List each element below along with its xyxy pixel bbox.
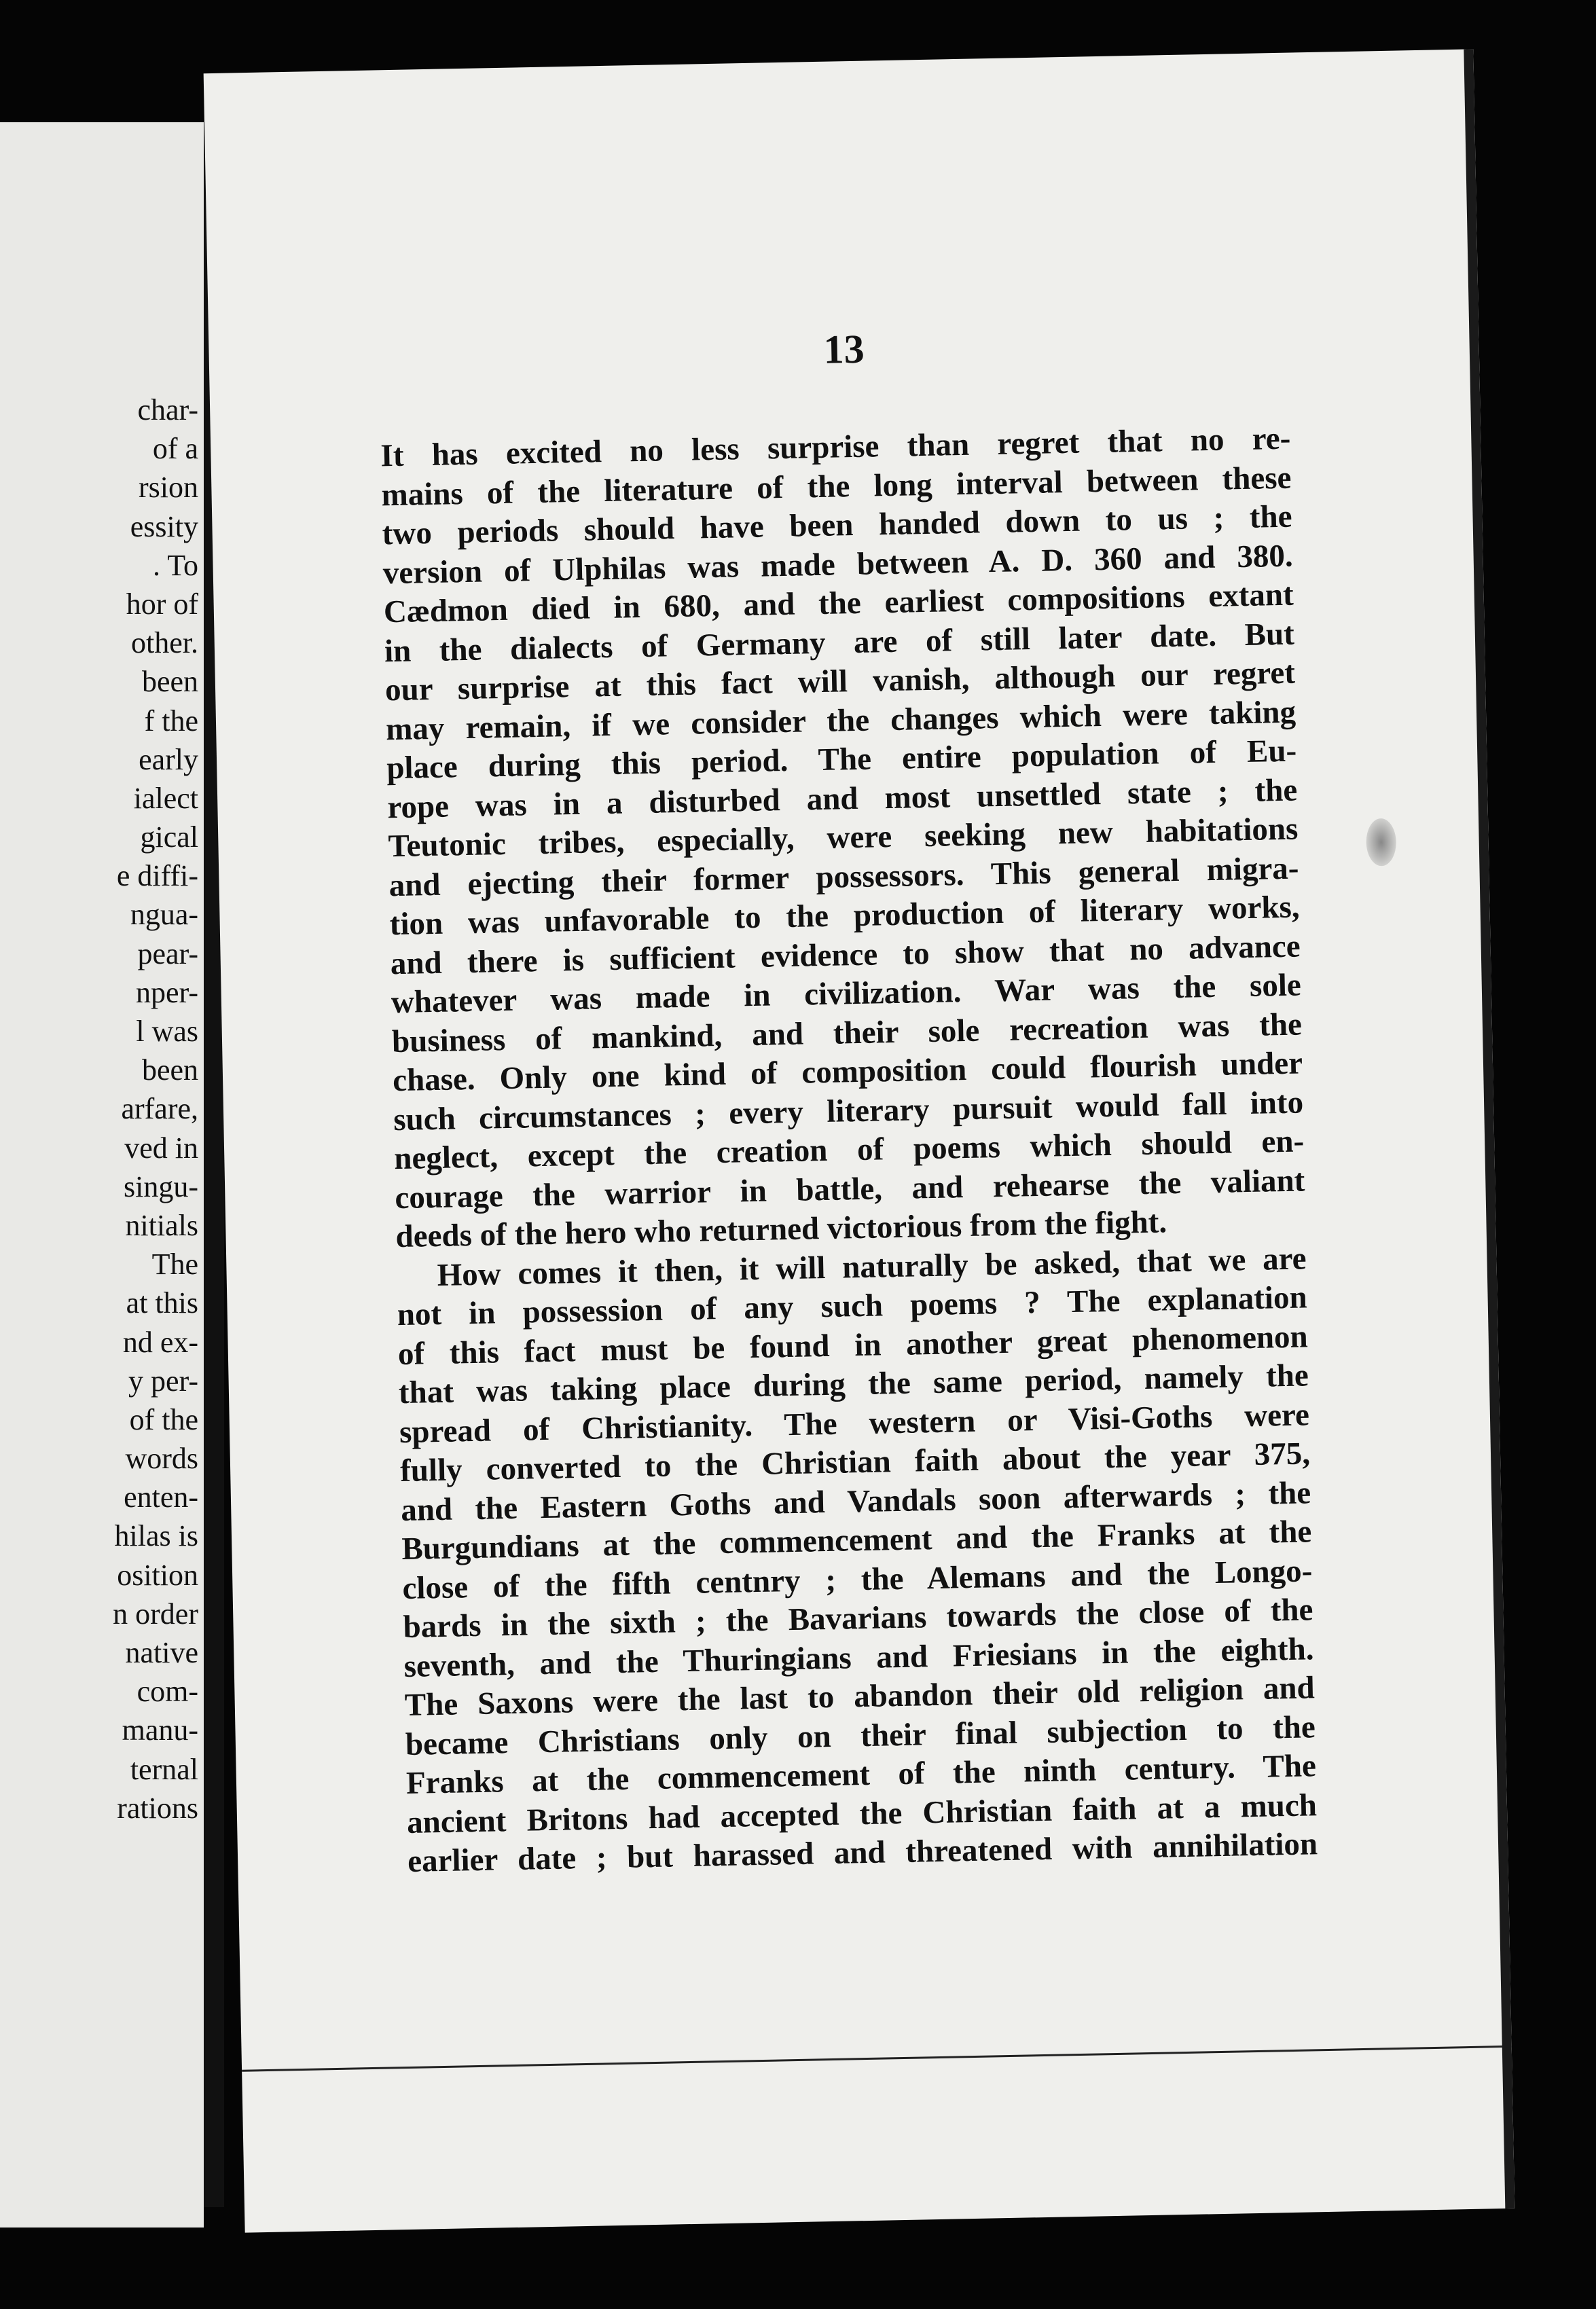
- left-page-line: been: [141, 665, 198, 699]
- left-page-line: nitials: [125, 1208, 198, 1242]
- left-page-line: gical: [140, 820, 198, 854]
- left-page-line: nd ex-: [122, 1325, 198, 1359]
- left-page-line: at this: [126, 1286, 198, 1320]
- text-line: The Saxons were the last to abandon their old religion and: [404, 1670, 1316, 1723]
- text-line: business of mankind, and their sole recreation was the: [391, 1006, 1303, 1059]
- left-page-line: e diffi-: [116, 859, 198, 893]
- text-line: deeds of the hero who returned victorious from the fight.: [395, 1204, 1167, 1255]
- ink-blot: [1366, 818, 1396, 867]
- text-line: Cædmon died in 680, and the earliest compositions extant: [383, 577, 1294, 630]
- text-line: Burgundians at the commencement and the Franks at the: [401, 1514, 1312, 1567]
- page-edge: [1464, 49, 1515, 2208]
- left-page-line: hilas is: [114, 1519, 198, 1553]
- text-line: chase. Only one kind of composition could flourish under: [392, 1045, 1303, 1099]
- text-line: place during this period. The entire population of Eu-: [386, 733, 1297, 786]
- text-line: our surprise at this fact will vanish, although our regret: [384, 655, 1296, 708]
- left-page-line: other.: [131, 626, 198, 660]
- left-page-line: nper-: [136, 975, 198, 1009]
- text-line: Teutonic tribes, especially, were seeking new habitations: [388, 811, 1299, 865]
- text-line: two periods should have been handed down to us ; the: [382, 498, 1292, 552]
- left-page-line: . To: [152, 548, 198, 582]
- left-page-line: been: [141, 1053, 198, 1087]
- left-page-line: essity: [130, 509, 198, 543]
- text-line: may remain, if we consider the changes which were taking: [385, 694, 1296, 747]
- text-line: of this fact must be found in another great phenomenon: [397, 1318, 1309, 1372]
- left-page-line: words: [125, 1442, 198, 1476]
- left-page-line: singu-: [124, 1169, 198, 1203]
- text-line: fully converted to the Christian faith about the year 375,: [399, 1436, 1311, 1489]
- left-page-line: f the: [144, 704, 198, 738]
- left-page-line: native: [125, 1636, 198, 1669]
- left-page-line: char-: [137, 393, 198, 426]
- left-page-line: ngua-: [130, 898, 198, 932]
- page-number: 13: [822, 326, 865, 372]
- left-page-line: rsion: [139, 471, 198, 505]
- text-line: in the dialects of Germany are of still later date. But: [384, 616, 1295, 669]
- text-line: neglect, except the creation of poems which should en-: [393, 1123, 1305, 1177]
- left-page-line: The: [151, 1248, 198, 1281]
- left-page-line: hor of: [126, 587, 198, 621]
- text-line: Franks at the commencement of the ninth century. The: [405, 1748, 1317, 1801]
- text-line: spread of Christianity. The western or Visi-Goths were: [399, 1396, 1310, 1450]
- text-line: earlier date ; but harassed and threatened with annihilation: [407, 1826, 1318, 1879]
- left-facing-page: [0, 122, 204, 2228]
- text-line: that was taking place during the same period, namely the: [398, 1358, 1309, 1411]
- left-page-line: rations: [117, 1791, 198, 1825]
- left-page-line: ved in: [124, 1131, 198, 1165]
- main-page: [204, 49, 1515, 2232]
- text-line: mains of the literature of the long interval between these: [381, 460, 1292, 513]
- left-page-text-fragments: [1, 390, 198, 1828]
- text-line: and there is sufficient evidence to show that no advance: [390, 928, 1301, 981]
- text-line: How comes it then, it will naturally be asked, that we are: [437, 1240, 1307, 1293]
- left-page-line: pear-: [137, 937, 198, 970]
- left-page-line: of the: [129, 1402, 198, 1436]
- left-page-line: ialect: [133, 781, 198, 815]
- text-line: version of Ulphilas was made between A. D. 360 and 380.: [382, 538, 1294, 591]
- page-body-text: [380, 420, 1318, 1882]
- paragraph-1: [380, 420, 1306, 1257]
- text-line: ancient Britons had accepted the Christian faith at a much: [406, 1787, 1318, 1840]
- left-page-line: l was: [136, 1015, 198, 1048]
- text-line: seventh, and the Thuringians and Friesians in the eighth.: [403, 1631, 1314, 1684]
- text-line: close of the fifth centnry ; the Alemans and the Longo-: [402, 1552, 1313, 1606]
- text-line: courage the warrior in battle, and rehearse the valiant: [394, 1162, 1305, 1216]
- text-line: tion was unfavorable to the production of literary works,: [389, 889, 1301, 943]
- text-line: bards in the sixth ; the Bavarians towards the close of the: [403, 1592, 1313, 1646]
- left-page-line: osition: [117, 1558, 198, 1592]
- text-line: and ejecting their former possessors. This general migra-: [388, 850, 1299, 903]
- text-line: became Christians only on their final subjection to the: [405, 1709, 1316, 1762]
- left-page-line: ternal: [130, 1752, 198, 1786]
- left-page-line: com-: [137, 1675, 198, 1709]
- paragraph-2: [396, 1239, 1318, 1882]
- scan-rule-line: [242, 2046, 1512, 2072]
- left-page-line: enten-: [124, 1480, 198, 1514]
- left-page-line: y per-: [128, 1364, 198, 1398]
- left-page-line: arfare,: [121, 1092, 198, 1126]
- text-line: not in possession of any such poems ? The explanation: [397, 1279, 1308, 1333]
- text-line: and the Eastern Goths and Vandals soon afterwards ; the: [400, 1474, 1311, 1528]
- left-page-line: n order: [113, 1597, 198, 1631]
- text-line: rope was in a disturbed and most unsettled state ; the: [386, 772, 1298, 825]
- left-page-line: manu-: [122, 1713, 198, 1747]
- left-page-line: of a: [152, 432, 198, 466]
- text-line: whatever was made in civilization. War was the sole: [391, 967, 1302, 1021]
- left-page-line: early: [139, 742, 198, 776]
- text-line: It has excited no less surprise than regret that no re-: [380, 420, 1291, 474]
- text-line: such circumstances ; every literary pursuit would fall into: [393, 1084, 1304, 1138]
